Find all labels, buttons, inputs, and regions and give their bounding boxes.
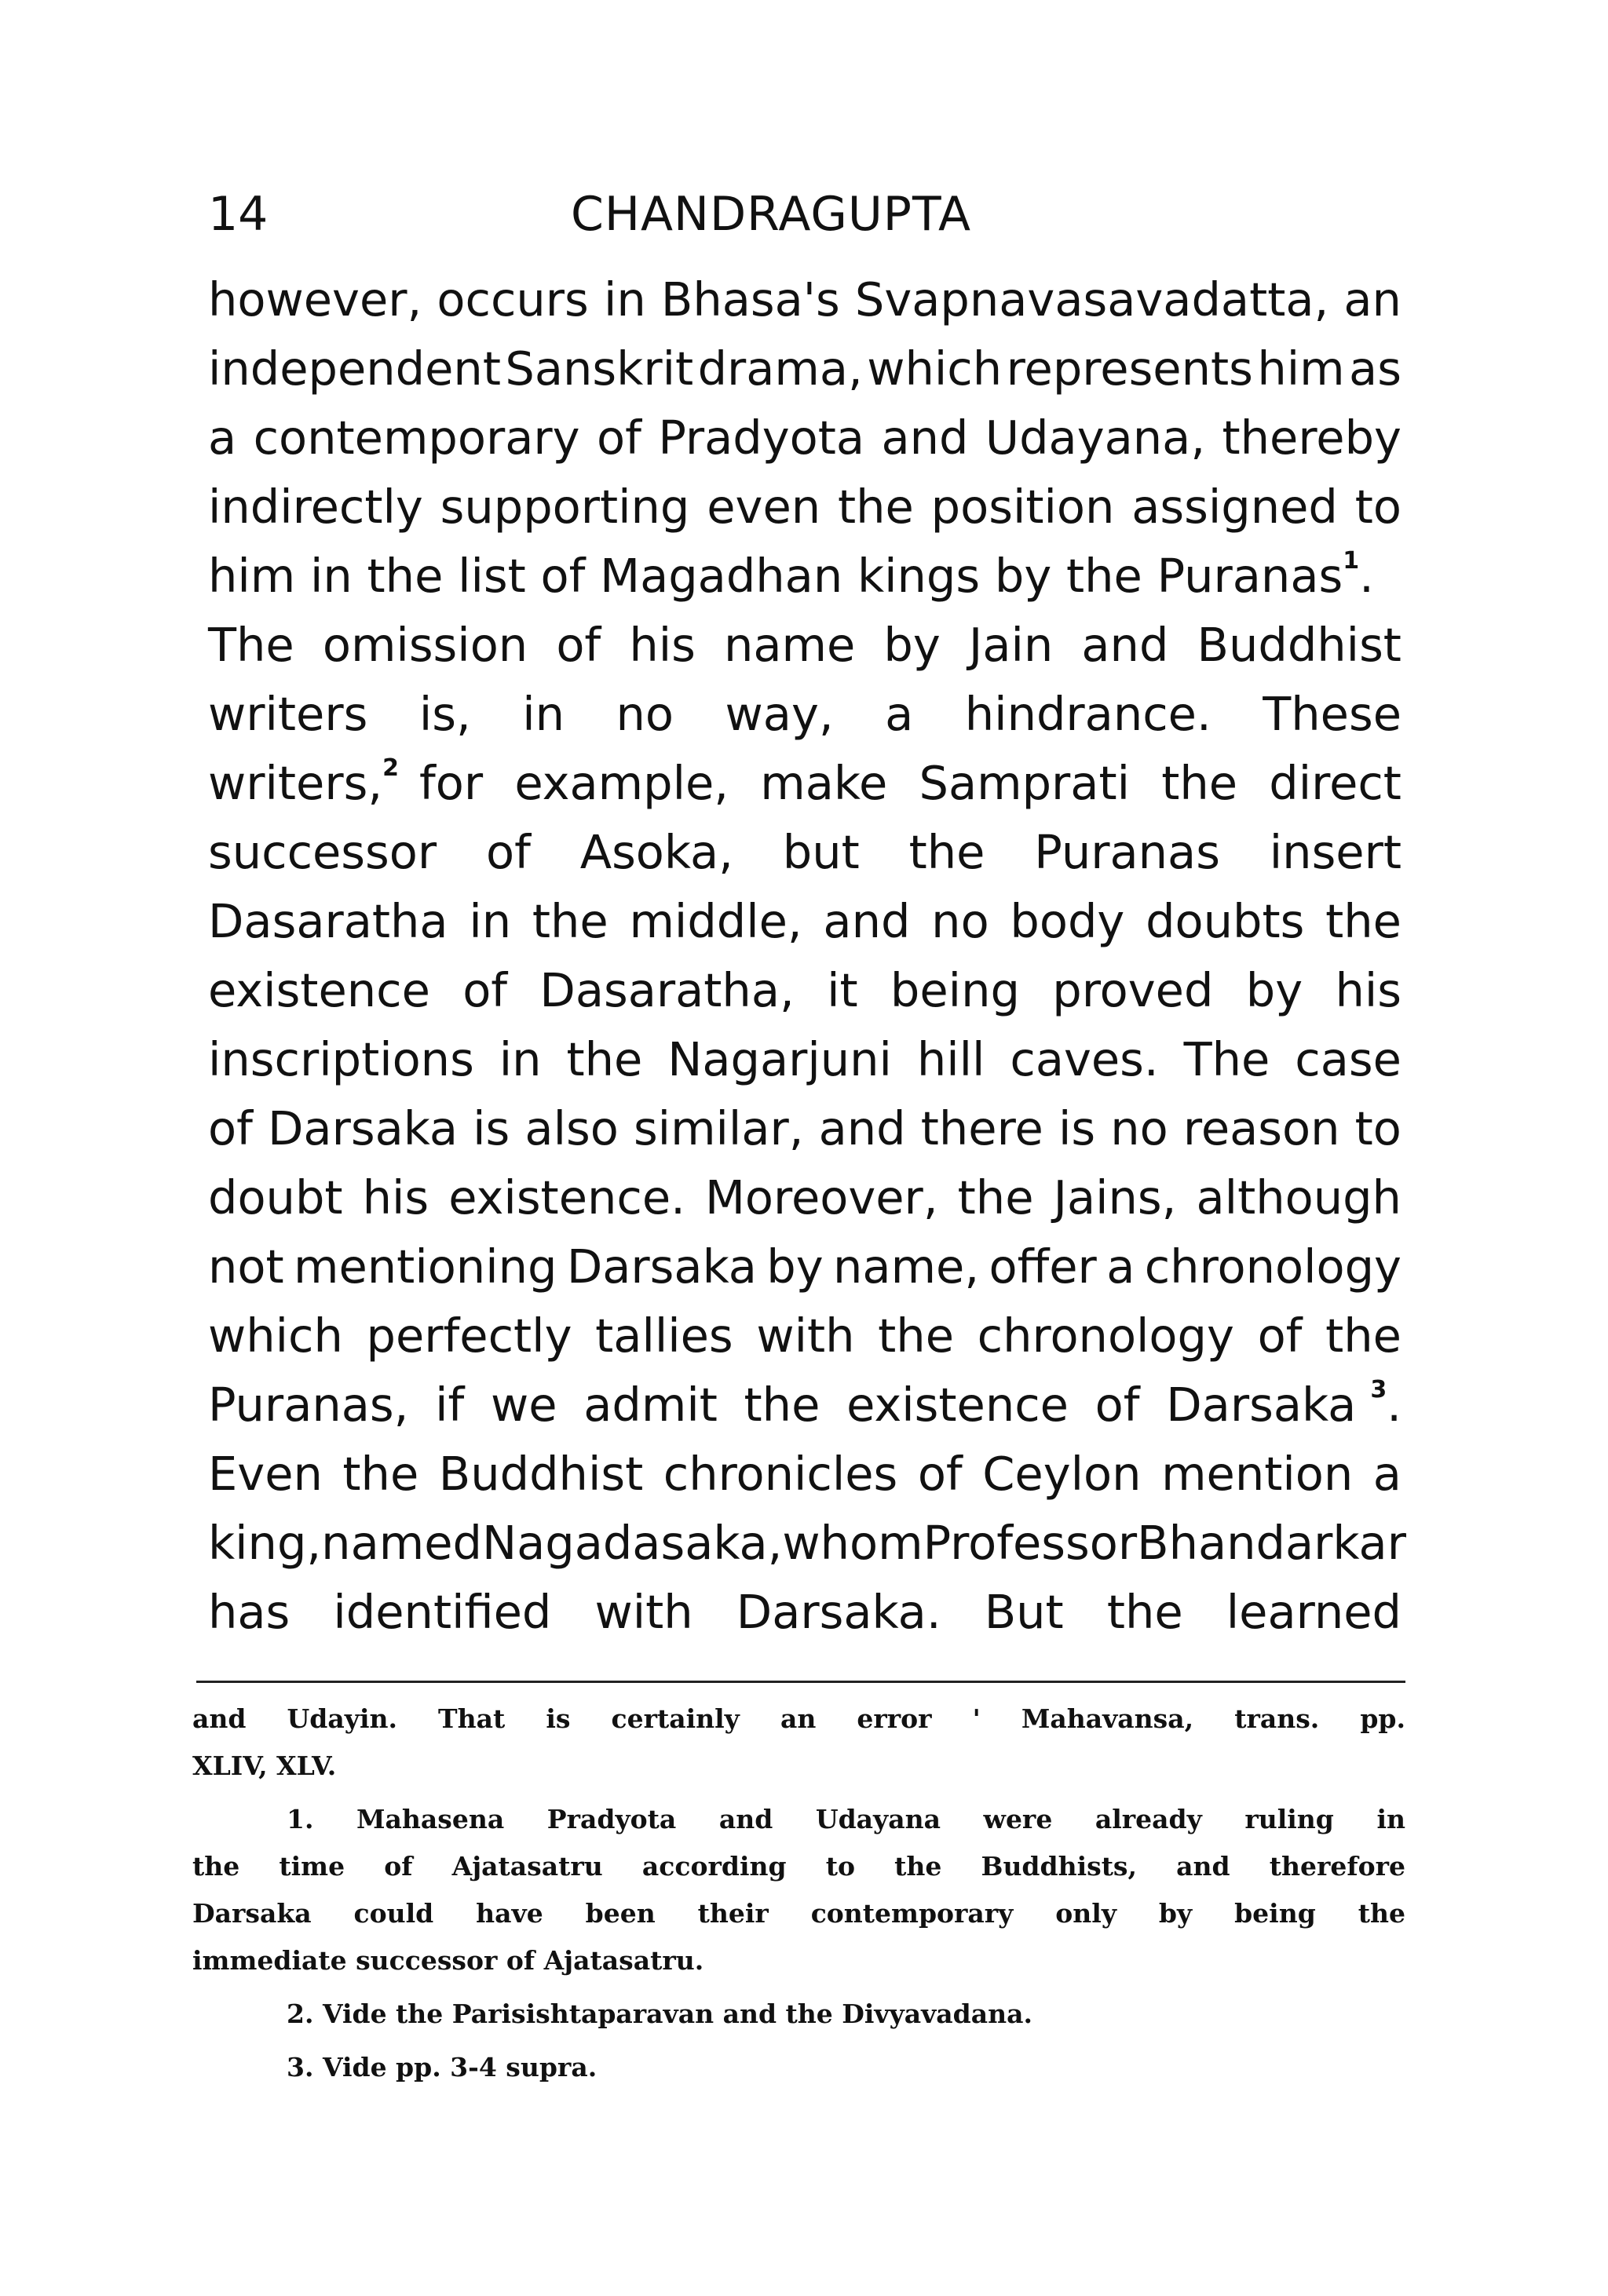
- word: Darsaka.: [736, 1585, 941, 1639]
- word: we: [490, 1378, 557, 1432]
- word: represents: [1006, 341, 1253, 396]
- word: is: [473, 1101, 510, 1155]
- word: These: [1263, 687, 1402, 741]
- word: of: [462, 963, 508, 1017]
- word: hill: [916, 1032, 985, 1086]
- word: with: [756, 1309, 855, 1363]
- word: only: [1055, 1898, 1116, 1929]
- word: admit: [583, 1378, 718, 1432]
- word: an: [1343, 272, 1402, 327]
- word: their: [697, 1898, 769, 1929]
- word: tallies: [595, 1309, 733, 1363]
- word: Moreover,: [704, 1170, 938, 1225]
- word: But: [984, 1585, 1064, 1639]
- word: Puranas: [1034, 825, 1220, 879]
- body-line: [208, 1440, 1402, 1509]
- word: name,: [833, 1239, 980, 1294]
- word: Professor: [923, 1516, 1138, 1570]
- word: drama,: [697, 341, 863, 396]
- footnote-line: 2. Vide the Parisishtaparavan and the Divyavadana.: [287, 1999, 1033, 2029]
- word: for: [418, 756, 484, 810]
- body-line: [208, 473, 1402, 542]
- word: mention: [1161, 1447, 1354, 1501]
- word: and: [192, 1703, 247, 1734]
- word: the: [532, 894, 608, 948]
- word: although: [1196, 1170, 1402, 1225]
- footnote-line: [192, 1890, 1405, 1937]
- word: him: [1257, 341, 1345, 396]
- word: the: [838, 480, 914, 534]
- word: Mahasena: [356, 1804, 505, 1834]
- word: no: [1110, 1101, 1168, 1155]
- word: Udayana,: [985, 411, 1206, 465]
- word: contemporary: [253, 411, 580, 465]
- word: to: [1354, 480, 1402, 534]
- word: name: [723, 618, 856, 672]
- body-line: [208, 1025, 1402, 1094]
- word: Bhandarkar: [1137, 1516, 1406, 1570]
- word: his: [1335, 963, 1402, 1017]
- word: Buddhist: [1197, 618, 1402, 672]
- word: whom: [782, 1516, 923, 1570]
- word: a: [885, 687, 914, 741]
- word: Jains,: [1053, 1170, 1177, 1225]
- word: certainly: [611, 1703, 740, 1734]
- word: omission: [322, 618, 528, 672]
- word: inscriptions: [208, 1032, 474, 1086]
- word: and: [823, 894, 911, 948]
- word: and: [1081, 618, 1169, 672]
- word: case: [1295, 1032, 1402, 1086]
- word: being: [1234, 1898, 1316, 1929]
- word: writers: [208, 687, 368, 741]
- word: of: [597, 411, 641, 465]
- word: perfectly: [366, 1309, 572, 1363]
- word: contemporary: [810, 1898, 1014, 1929]
- word: Darsaka: [192, 1898, 312, 1929]
- word: Pradyota: [658, 411, 865, 465]
- word: Svapnavasavadatta,: [854, 272, 1329, 327]
- word: Darsaka: [566, 1239, 757, 1294]
- footnote-line: XLIV, XLV.: [192, 1750, 337, 1781]
- word: direct: [1269, 756, 1402, 810]
- word: chronology: [977, 1309, 1234, 1363]
- word: Jain: [968, 618, 1054, 672]
- word: an: [780, 1703, 817, 1734]
- footnotes: [192, 1696, 1405, 2091]
- body-line: [208, 1094, 1402, 1163]
- word: there: [920, 1101, 1043, 1155]
- word: of: [208, 1101, 253, 1155]
- word: a: [1372, 1447, 1402, 1501]
- footnote-line: [192, 1796, 1405, 1843]
- body-line: [208, 611, 1402, 680]
- word: thereby: [1222, 411, 1402, 465]
- footnote-divider: [196, 1681, 1405, 1683]
- word: make: [760, 756, 888, 810]
- word: occurs: [437, 272, 589, 327]
- word: of: [485, 825, 531, 879]
- body-line: [208, 749, 1402, 818]
- word: assigned: [1131, 480, 1338, 534]
- word: example,: [514, 756, 729, 810]
- word: existence: [846, 1378, 1069, 1432]
- footnote-line: 3. Vide pp. 3-4 supra.: [287, 2052, 598, 2082]
- footnote-ref: 3: [1370, 1376, 1387, 1404]
- word: the: [1161, 756, 1238, 810]
- body-line: [208, 818, 1402, 887]
- page-number: 14: [208, 187, 269, 242]
- word: also: [524, 1101, 619, 1155]
- body-line: [208, 403, 1402, 473]
- word: hindrance.: [964, 687, 1211, 741]
- word: however,: [208, 272, 422, 327]
- word: the: [957, 1170, 1034, 1225]
- word: were: [983, 1804, 1053, 1834]
- body-line: [208, 887, 1402, 956]
- word: the: [908, 825, 985, 879]
- word: Samprati: [919, 756, 1130, 810]
- word: Bhasa's: [660, 272, 840, 327]
- word: a: [1106, 1239, 1135, 1294]
- word: to: [825, 1851, 855, 1882]
- word: if: [435, 1378, 465, 1432]
- word: not: [208, 1239, 284, 1294]
- running-title: CHANDRAGUPTA: [571, 187, 972, 242]
- word: by: [1245, 963, 1303, 1017]
- word: no: [931, 894, 989, 948]
- word: Mahavansa,: [1021, 1703, 1194, 1734]
- word: learned: [1226, 1585, 1402, 1639]
- word: reason: [1182, 1101, 1340, 1155]
- word: Darsaka: [268, 1101, 459, 1155]
- word: existence.: [448, 1170, 685, 1225]
- word: his: [362, 1170, 429, 1225]
- word: it: [827, 963, 858, 1017]
- word: identified: [333, 1585, 552, 1639]
- word: chronology: [1144, 1239, 1402, 1294]
- word: similar,: [633, 1101, 804, 1155]
- word: by: [1158, 1898, 1193, 1929]
- body-line: [208, 334, 1402, 403]
- body-line: [208, 1232, 1402, 1301]
- word: existence: [208, 963, 430, 1017]
- word: and: [1176, 1851, 1230, 1882]
- word: with: [594, 1585, 693, 1639]
- footnote-line: immediate successor of Ajatasatru.: [192, 1945, 704, 1976]
- word: Darsaka: [1166, 1378, 1357, 1432]
- word: Sanskrit: [505, 341, 694, 396]
- word: doubts: [1146, 894, 1305, 948]
- word: which: [867, 341, 1003, 396]
- word: in: [522, 687, 565, 741]
- word: have: [476, 1898, 543, 1929]
- word: but: [782, 825, 860, 879]
- word: Even: [208, 1447, 323, 1501]
- word: a: [208, 411, 237, 465]
- word: the: [1325, 894, 1402, 948]
- word: named: [321, 1516, 482, 1570]
- word: The: [1183, 1032, 1270, 1086]
- word: independent: [208, 341, 501, 396]
- word: and: [881, 411, 969, 465]
- word: and: [718, 1804, 773, 1834]
- word: insert: [1269, 825, 1402, 879]
- word: by: [766, 1239, 824, 1294]
- word: is: [546, 1703, 571, 1734]
- word: has: [208, 1585, 291, 1639]
- footnote-line: [192, 1843, 1405, 1890]
- word: of: [1095, 1378, 1140, 1432]
- body-line: [208, 265, 1402, 334]
- word: Pradyota: [546, 1804, 677, 1834]
- word: according: [641, 1851, 787, 1882]
- word: Asoka,: [579, 825, 733, 879]
- word: already: [1095, 1804, 1202, 1834]
- word: even: [707, 480, 821, 534]
- word: Buddhists,: [981, 1851, 1137, 1882]
- word: way,: [725, 687, 834, 741]
- word: of: [556, 618, 601, 672]
- word: as: [1349, 341, 1402, 396]
- word: been: [585, 1898, 656, 1929]
- body-line: [208, 680, 1402, 749]
- word: mentioning: [294, 1239, 557, 1294]
- body-text-run: him in the list of Magadhan kings by the Puranas$^1$.: [208, 547, 1374, 603]
- word: the: [878, 1309, 954, 1363]
- word: successor: [208, 825, 437, 879]
- word: Puranas,: [208, 1378, 409, 1432]
- word: to: [1354, 1101, 1402, 1155]
- body-line: [208, 956, 1402, 1025]
- word: middle,: [629, 894, 802, 948]
- word: offer: [989, 1239, 1097, 1294]
- body-line: [208, 1578, 1402, 1647]
- word: ruling: [1244, 1804, 1334, 1834]
- word: pp.: [1360, 1703, 1405, 1734]
- word: which: [208, 1309, 343, 1363]
- word: the: [192, 1851, 240, 1882]
- word: Dasaratha: [208, 894, 448, 948]
- word: the: [894, 1851, 942, 1882]
- word: Nagadasaka,: [481, 1516, 783, 1570]
- word: chronicles: [663, 1447, 898, 1501]
- body-line: [208, 1301, 1402, 1371]
- word: the: [1325, 1309, 1402, 1363]
- word: Udayin.: [287, 1703, 397, 1734]
- word: in: [1376, 1804, 1405, 1834]
- word: error: [857, 1703, 932, 1734]
- word: 1.: [287, 1804, 314, 1834]
- word: no: [616, 687, 674, 741]
- word: of: [384, 1851, 413, 1882]
- body-line: [208, 1163, 1402, 1232]
- body-line: [208, 542, 1402, 611]
- word: Udayana: [815, 1804, 941, 1834]
- word: could: [353, 1898, 434, 1929]
- word: being: [890, 963, 1020, 1017]
- word: Ajatasatru: [451, 1851, 603, 1882]
- word: the: [342, 1447, 419, 1501]
- word: supporting: [440, 480, 690, 534]
- footnote-ref: 1: [1343, 547, 1360, 575]
- word: proved: [1052, 963, 1214, 1017]
- word: body: [1010, 894, 1125, 948]
- word: doubt: [208, 1170, 343, 1225]
- word: the: [566, 1032, 643, 1086]
- word: Ceylon: [982, 1447, 1142, 1501]
- word: trans.: [1234, 1703, 1320, 1734]
- word: in: [499, 1032, 542, 1086]
- word: indirectly: [208, 480, 423, 534]
- word: The: [208, 618, 294, 672]
- word: by: [883, 618, 941, 672]
- word: of: [1257, 1309, 1303, 1363]
- body-text: [208, 265, 1406, 1647]
- word: That: [438, 1703, 506, 1734]
- word: ': [972, 1703, 981, 1734]
- page-header: [208, 179, 1402, 250]
- body-line: [208, 1371, 1402, 1440]
- word: Buddhist: [438, 1447, 644, 1501]
- body-text-run: Puranas, if we admit the existence of Darsaka $^3$.: [208, 1371, 1402, 1440]
- word: the: [744, 1378, 820, 1432]
- word: is: [1058, 1101, 1096, 1155]
- word: his: [629, 618, 696, 672]
- word: time: [279, 1851, 345, 1882]
- word: caves.: [1010, 1032, 1159, 1086]
- footnote-ref: 2: [382, 754, 399, 782]
- word: Nagarjuni: [667, 1032, 892, 1086]
- body-line: [208, 1509, 1406, 1578]
- word: and: [818, 1101, 906, 1155]
- word: therefore: [1269, 1851, 1405, 1882]
- word: the: [1358, 1898, 1405, 1929]
- footnote-line: [192, 1696, 1405, 1743]
- word: in: [603, 272, 646, 327]
- word: in: [469, 894, 512, 948]
- word: the: [1106, 1585, 1183, 1639]
- word: position: [930, 480, 1115, 534]
- body-text-run: writers,$^2$ for example, make Samprati the direct: [208, 749, 1402, 818]
- word: is,: [418, 687, 471, 741]
- word: of: [917, 1447, 963, 1501]
- word: Dasaratha,: [539, 963, 795, 1017]
- word: king,: [208, 1516, 322, 1570]
